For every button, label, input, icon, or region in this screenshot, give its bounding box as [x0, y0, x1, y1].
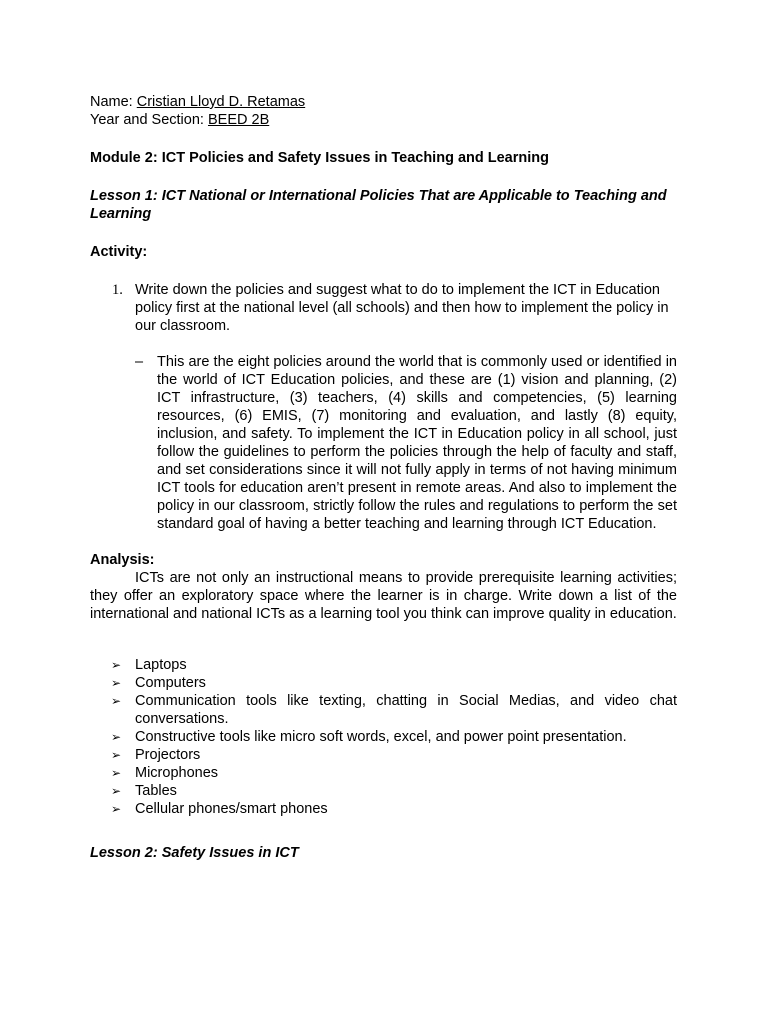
arrow-bullet-icon: ➢: [111, 766, 122, 780]
list-item: [90, 656, 677, 674]
arrow-bullet-icon: ➢: [111, 694, 122, 708]
list-item-text: Laptops: [135, 657, 187, 673]
list-item-text: Communication tools like texting, chatting in Social Medias, and video chat conversations.: [135, 693, 677, 727]
list-item: [90, 782, 677, 800]
arrow-bullet-icon: ➢: [111, 658, 122, 672]
module-title: Module 2: ICT Policies and Safety Issues in Teaching and Learning: [90, 150, 549, 166]
list-item: [90, 674, 677, 692]
instruction-number: 1.: [112, 282, 123, 298]
list-item: [90, 746, 677, 764]
name-line: [90, 93, 677, 111]
analysis-title: Analysis:: [90, 552, 155, 568]
list-item: [90, 800, 677, 818]
list-item-text: Computers: [135, 675, 206, 691]
section-label: Year and Section:: [90, 112, 204, 128]
arrow-bullet-icon: ➢: [111, 676, 122, 690]
arrow-bullet-icon: ➢: [111, 730, 122, 744]
dash-bullet: –: [135, 354, 144, 370]
lesson2-title: Lesson 2: Safety Issues in ICT: [90, 845, 299, 861]
list-item: [90, 764, 677, 782]
list-item-text: Microphones: [135, 765, 219, 781]
answer-text: This are the eight policies around the world that is commonly used or identified in the world of ICT Education policies, and these are (1) vision and planning, (2) ICT infrastructure, (3) teachers, (4) skills and competencies, (5) learning resources, (6) EMIS, (7) monitoring and evaluation, and lastly (8) equity, inclusion, and safety. To implement the ICT in Education policy in all school, just follow the guidelines to perform the policies through the help of faculty and staff, and set considerations since it will not fully apply in terms of not having minimum ICT tools for education aren’t present in remote areas. And also to implement the policy in our classroom, strictly follow the rules and regulations to perform the set standard goal of having a better teaching and learning through ICT Education.: [157, 354, 677, 532]
arrow-bullet-icon: ➢: [111, 784, 122, 798]
name-value: Cristian Lloyd D. Retamas: [136, 94, 306, 110]
instruction-list: [90, 281, 677, 335]
activity-title: Activity:: [90, 244, 148, 260]
instruction-item: [90, 281, 677, 335]
arrow-bullet-icon: ➢: [111, 802, 122, 816]
arrow-bullet-icon: ➢: [111, 748, 122, 762]
name-label: Name:: [90, 94, 133, 110]
document-page: [90, 93, 677, 862]
list-item-text: Constructive tools like micro soft words, excel, and power point presentation.: [135, 729, 627, 745]
section-value: BEED 2B: [207, 112, 270, 128]
list-item-text: Projectors: [135, 747, 201, 763]
list-item-text: Tables: [135, 783, 177, 799]
section-line: [90, 111, 677, 129]
tools-list: [90, 656, 677, 818]
list-item-text: Cellular phones/smart phones: [135, 801, 328, 817]
answer-block: [90, 353, 677, 533]
lesson1-title: Lesson 1: ICT National or International Policies That are Applicable to Teaching and Learning: [90, 188, 667, 222]
analysis-text: ICTs are not only an instructional means to provide prerequisite learning activities; they offer an exploratory space where the learner is in charge. Write down a list of the international and national ICTs as a learning tool you think can improve quality in education.: [90, 570, 677, 622]
list-item: [90, 728, 677, 746]
list-item: [90, 692, 677, 728]
instruction-text: Write down the policies and suggest what to do to implement the ICT in Education policy first at the national level (all schools) and then how to implement the policy in our classroom.: [135, 282, 669, 334]
